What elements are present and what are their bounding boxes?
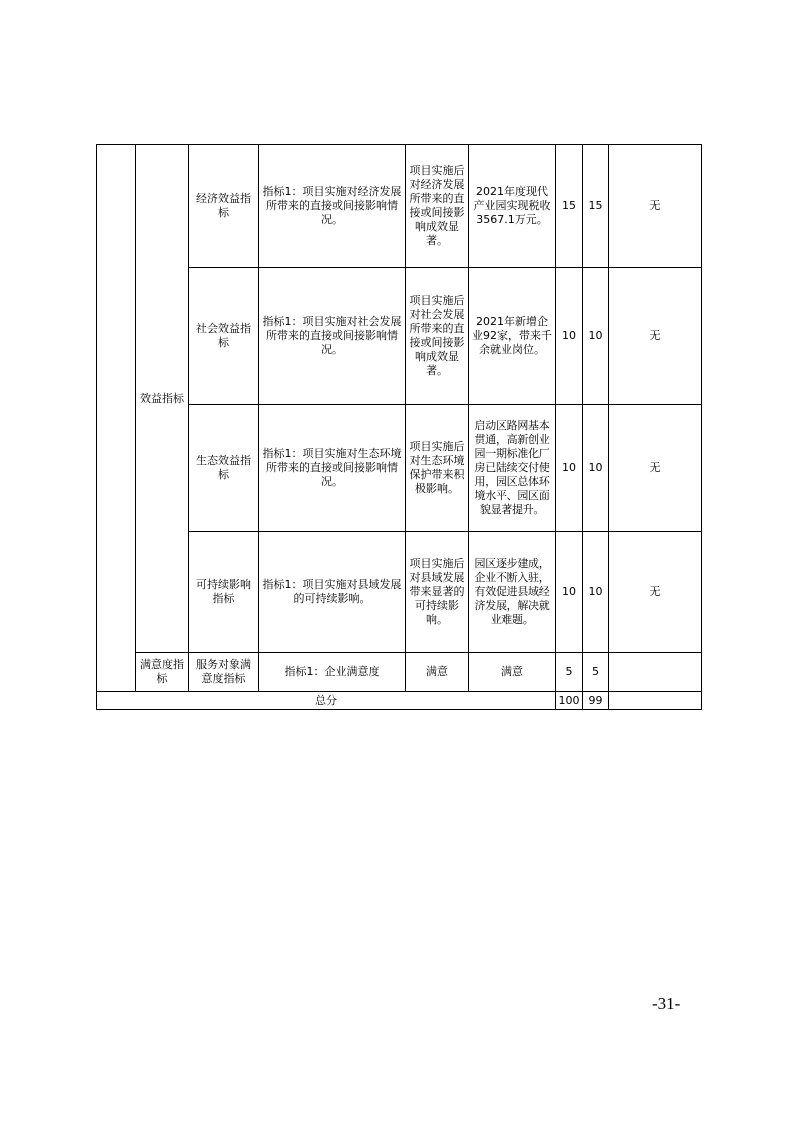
total-weight: 100 bbox=[556, 692, 583, 710]
total-label: 总分 bbox=[97, 692, 556, 710]
indicator-cell: 指标1：项目实施对经济发展所带来的直接或间接影响情况。 bbox=[259, 145, 406, 268]
target-cell: 项目实施后对经济发展所带来的直接或间接影响成效显著。 bbox=[406, 145, 469, 268]
target-cell: 项目实施后对县域发展带来显著的可持续影响。 bbox=[406, 532, 469, 653]
actual-cell: 园区逐步建成，企业不断入驻，有效促进县域经济发展，解决就业难题。 bbox=[469, 532, 556, 653]
performance-table bbox=[96, 144, 702, 710]
weight-cell: 15 bbox=[556, 145, 583, 268]
remark-cell: 无 bbox=[609, 532, 702, 653]
score-cell: 15 bbox=[583, 145, 609, 268]
target-cell: 满意 bbox=[406, 653, 469, 692]
target-cell: 项目实施后对生态环境保护带来积极影响。 bbox=[406, 405, 469, 532]
remark-cell: 无 bbox=[609, 405, 702, 532]
actual-cell: 启动区路网基本贯通，高新创业园一期标准化厂房已陆续交付使用，园区总体环境水平、园区面貌显著提升。 bbox=[469, 405, 556, 532]
weight-cell: 10 bbox=[556, 268, 583, 405]
score-cell: 10 bbox=[583, 268, 609, 405]
score-cell: 5 bbox=[583, 653, 609, 692]
category-cell: 效益指标 bbox=[136, 145, 189, 653]
weight-cell: 10 bbox=[556, 405, 583, 532]
page-number: -31- bbox=[652, 994, 681, 1013]
subcategory-cell: 社会效益指标 bbox=[189, 268, 259, 405]
total-remark bbox=[609, 692, 702, 710]
total-row bbox=[97, 692, 702, 710]
indicator-cell: 指标1：项目实施对生态环境所带来的直接或间接影响情况。 bbox=[259, 405, 406, 532]
indicator-cell: 指标1：企业满意度 bbox=[259, 653, 406, 692]
remark-cell: 无 bbox=[609, 145, 702, 268]
indicator-cell: 指标1：项目实施对社会发展所带来的直接或间接影响情况。 bbox=[259, 268, 406, 405]
score-cell: 10 bbox=[583, 532, 609, 653]
actual-cell: 满意 bbox=[469, 653, 556, 692]
category-cell: 满意度指标 bbox=[136, 653, 189, 692]
table-row bbox=[97, 653, 702, 692]
total-score: 99 bbox=[583, 692, 609, 710]
subcategory-cell: 可持续影响指标 bbox=[189, 532, 259, 653]
indicator-cell: 指标1：项目实施对县域发展的可持续影响。 bbox=[259, 532, 406, 653]
table-row bbox=[97, 145, 702, 268]
subcategory-cell: 经济效益指标 bbox=[189, 145, 259, 268]
actual-cell: 2021年度现代产业园实现税收3567.1万元。 bbox=[469, 145, 556, 268]
score-cell: 10 bbox=[583, 405, 609, 532]
actual-cell: 2021年新增企业92家，带来千余就业岗位。 bbox=[469, 268, 556, 405]
subcategory-cell: 服务对象满意度指标 bbox=[189, 653, 259, 692]
subcategory-cell: 生态效益指标 bbox=[189, 405, 259, 532]
level1-cell bbox=[97, 145, 136, 692]
target-cell: 项目实施后对社会发展所带来的直接或间接影响成效显著。 bbox=[406, 268, 469, 405]
weight-cell: 5 bbox=[556, 653, 583, 692]
remark-cell: 无 bbox=[609, 268, 702, 405]
remark-cell bbox=[609, 653, 702, 692]
weight-cell: 10 bbox=[556, 532, 583, 653]
